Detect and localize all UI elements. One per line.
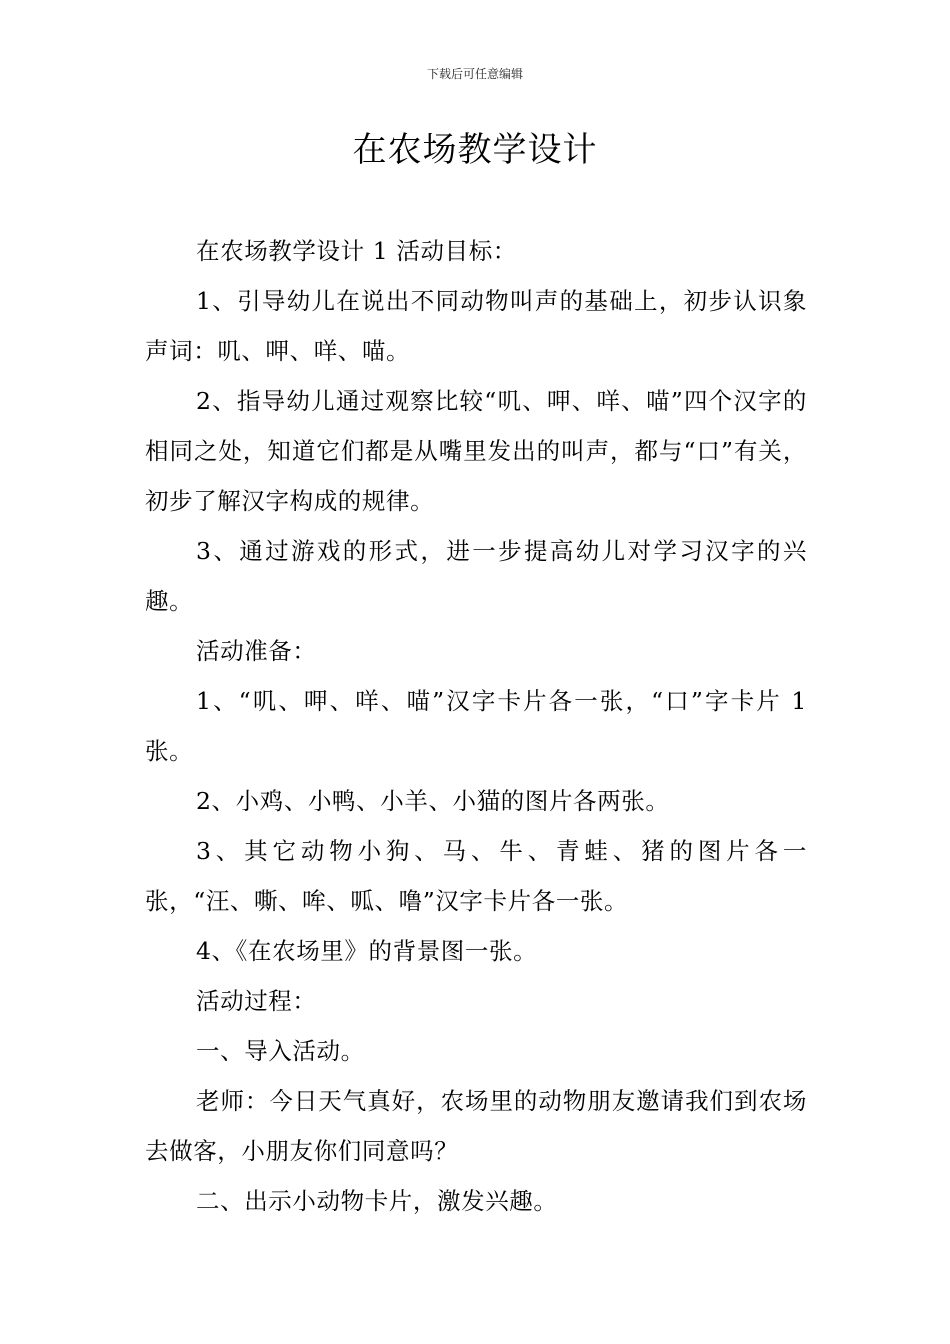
paragraph-objective-3: 3、通过游戏的形式，进一步提高幼儿对学习汉字的兴趣。: [145, 537, 807, 615]
paragraph-teacher-dialogue: 老师：今日天气真好，农场里的动物朋友邀请我们到农场去做客，小朋友你们同意吗？: [145, 1087, 807, 1165]
paragraph-preparation-1: 1、“叽、呷、咩、喵”汉字卡片各一张，“口”字卡片 1 张。: [145, 687, 807, 765]
paragraph-preparation-4: 4、《在农场里》的背景图一张。: [196, 937, 538, 965]
header-note: 下载后可任意编辑: [426, 67, 523, 81]
paragraph-objective-1: 1、引导幼儿在说出不同动物叫声的基础上，初步认识象声词：叽、呷、咩、喵。: [145, 287, 807, 365]
paragraph-process-step-1: 一、导入活动。: [196, 1037, 365, 1065]
document-body: [145, 226, 807, 1226]
paragraph-preparation-2: 2、小鸡、小鸭、小羊、小猫的图片各两张。: [196, 787, 670, 815]
paragraph-preparation-heading: 活动准备：: [196, 637, 317, 665]
paragraph-process-step-2: 二、出示小动物卡片，激发兴趣。: [196, 1187, 558, 1215]
paragraph-objective-2: 2、指导幼儿通过观察比较“叽、呷、咩、喵”四个汉字的相同之处，知道它们都是从嘴里发出的叫声，都与“口”有关，初步了解汉字构成的规律。: [145, 387, 807, 515]
paragraph-preparation-3: 3、其它动物小狗、马、牛、青蛙、猪的图片各一张，“汪、嘶、哞、呱、噜”汉字卡片各一张。: [145, 837, 807, 915]
paragraph-process-heading: 活动过程：: [196, 987, 317, 1015]
document-title: 在农场教学设计: [352, 130, 598, 170]
paragraph-intro-objectives: 在农场教学设计 1 活动目标：: [196, 237, 517, 265]
